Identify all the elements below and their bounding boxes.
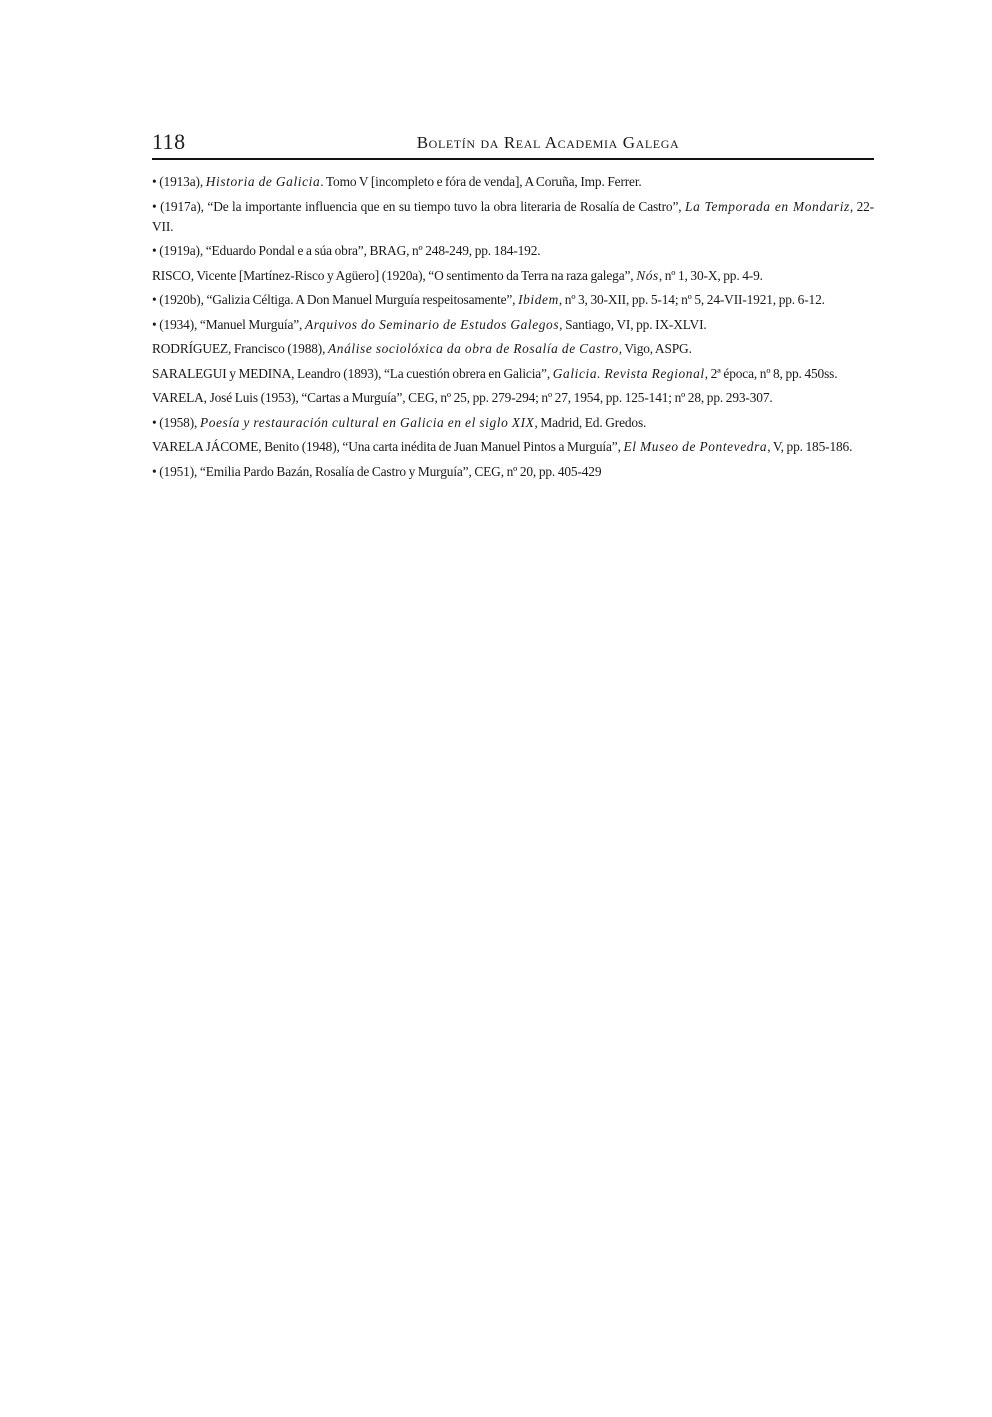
entry-text: • (1920b), “Galizia Céltiga. A Don Manuel Murguía respeitosamente”, <box>152 292 519 307</box>
bibliography-entry <box>152 266 874 286</box>
entry-text: RISCO, Vicente [Martínez-Risco y Agüero] (1920a), “O sentimento da Terra na raza galega”, <box>152 267 637 283</box>
entry-text: , 2ª época, nº 8, pp. 450ss. <box>704 365 838 381</box>
bibliography-entry <box>152 388 874 408</box>
bibliography-entry <box>152 241 874 261</box>
bibliography-entry <box>152 172 874 192</box>
page-number: 118 <box>152 129 186 154</box>
entry-text: , V, pp. 185-186. <box>767 439 853 454</box>
entry-text: RODRÍGUEZ, Francisco (1988), <box>152 341 329 356</box>
bibliography-entry <box>152 339 874 359</box>
entry-text: • (1919a), “Eduardo Pondal e a súa obra”, BRAG, nº 248-249, pp. 184-192. <box>152 243 541 258</box>
entry-title: Poesía y restauración cultural en Galicia en el siglo XIX <box>199 414 535 430</box>
page-header <box>152 128 874 160</box>
bibliography-entry <box>152 413 874 433</box>
entry-text: • (1951), “Emilia Pardo Bazán, Rosalía de Castro y Murguía”, CEG, nº 20, pp. 405-429 <box>152 463 602 479</box>
entry-title: Ibidem <box>518 292 559 307</box>
bibliography-entry <box>152 364 874 384</box>
entry-title: Historia de Galicia <box>205 174 321 189</box>
entry-title: Análise sociolóxica da obra de Rosalía de Castro <box>328 341 619 356</box>
bibliography-entry <box>152 462 874 482</box>
entry-text: • (1917a), “De la importante influencia que en su tiempo tuvo la obra literaria de Rosalía de Castro”, <box>152 198 686 214</box>
bibliography-entry <box>152 290 874 310</box>
running-title: Boletín da Real Academia Galega <box>416 133 680 152</box>
entry-text: , nº 3, 30-XII, pp. 5-14; nº 5, 24-VII-1921, pp. 6-12. <box>558 292 825 307</box>
entry-text: • (1958), <box>152 414 200 430</box>
entry-text: • (1913a), <box>152 174 206 189</box>
entry-title: Galicia. Revista Regional <box>552 365 705 381</box>
bibliography-entry <box>152 197 874 237</box>
entry-text: VARELA, José Luis (1953), “Cartas a Murguía”, CEG, nº 25, pp. 279-294; nº 27, 1954, pp. 125-141; nº 28, pp. 293-307. <box>152 390 773 405</box>
bibliography-list <box>152 172 874 482</box>
page <box>152 128 874 486</box>
entry-title: La Temporada en Mondariz <box>685 198 850 214</box>
entry-text: , Madrid, Ed. Gredos. <box>534 414 647 430</box>
entry-title: El Museo de Pontevedra <box>623 439 768 454</box>
entry-title: Nós <box>636 267 659 283</box>
entry-text: , Vigo, ASPG. <box>618 341 692 356</box>
entry-text: SARALEGUI y MEDINA, Leandro (1893), “La cuestión obrera en Galicia”, <box>152 365 553 381</box>
entry-text: , Santiago, VI, pp. IX-XLVI. <box>559 316 707 332</box>
bibliography-entry <box>152 315 874 335</box>
bibliography-entry <box>152 437 874 457</box>
entry-text: • (1934), “Manuel Murguía”, <box>152 316 305 332</box>
entry-text: , 22-VII. <box>152 198 874 234</box>
entry-text: . Tomo V [incompleto e fóra de venda], A Coruña, Imp. Ferrer. <box>320 174 642 189</box>
entry-text: , nº 1, 30-X, pp. 4-9. <box>658 267 763 283</box>
entry-title: Arquivos do Seminario de Estudos Galegos <box>304 316 560 332</box>
entry-text: VARELA JÁCOME, Benito (1948), “Una carta inédita de Juan Manuel Pintos a Murguía”, <box>152 439 624 454</box>
